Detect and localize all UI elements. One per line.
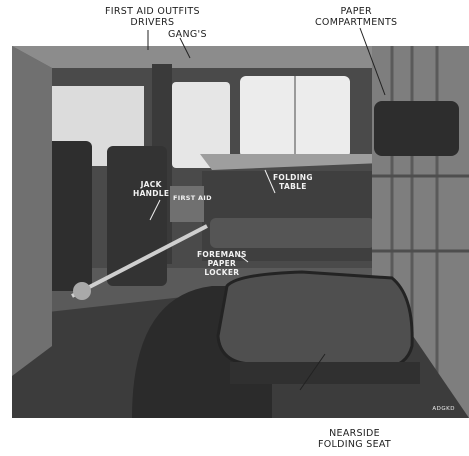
folding-table-text-2: TABLE — [279, 182, 307, 191]
photo-illustration — [12, 46, 469, 418]
nearside-seat-text-1: NEARSIDE — [329, 428, 380, 439]
first-aid-box — [170, 186, 204, 222]
foremans-locker-text-3: LOCKER — [204, 268, 240, 277]
paper-compartments-text-1: PAPER — [340, 6, 372, 17]
nearside-seat-text-2: FOLDING SEAT — [318, 439, 392, 450]
jack-handle-text-2: HANDLE — [133, 189, 170, 198]
folding-table-label — [273, 173, 313, 191]
jack-handle-text-1: JACK — [140, 180, 162, 189]
first-aid-outfits-label — [105, 6, 200, 28]
van-interior-photo — [12, 46, 469, 418]
gangs-label: GANG'S — [168, 29, 207, 40]
foremans-locker-text-2: PAPER — [207, 259, 237, 268]
jack-handle-label — [133, 180, 169, 198]
first-aid-outfits-text: FIRST AID OUTFITS — [105, 6, 200, 17]
nearside-folding-seat — [218, 272, 412, 368]
foremans-locker-text-1: FOREMANS — [197, 250, 247, 259]
folding-table-text-1: FOLDING — [273, 173, 313, 182]
foremans-locker-label — [197, 250, 247, 277]
paper-compartments-label — [315, 6, 397, 28]
seat-backrest — [374, 101, 459, 156]
drivers-text: DRIVERS — [130, 17, 175, 28]
first-aid-box-label: FIRST AID — [173, 194, 212, 202]
photo-credit: ADGKD — [432, 406, 455, 412]
paper-compartments-text-2: COMPARTMENTS — [315, 17, 398, 28]
nearside-folding-seat-label — [318, 428, 391, 450]
